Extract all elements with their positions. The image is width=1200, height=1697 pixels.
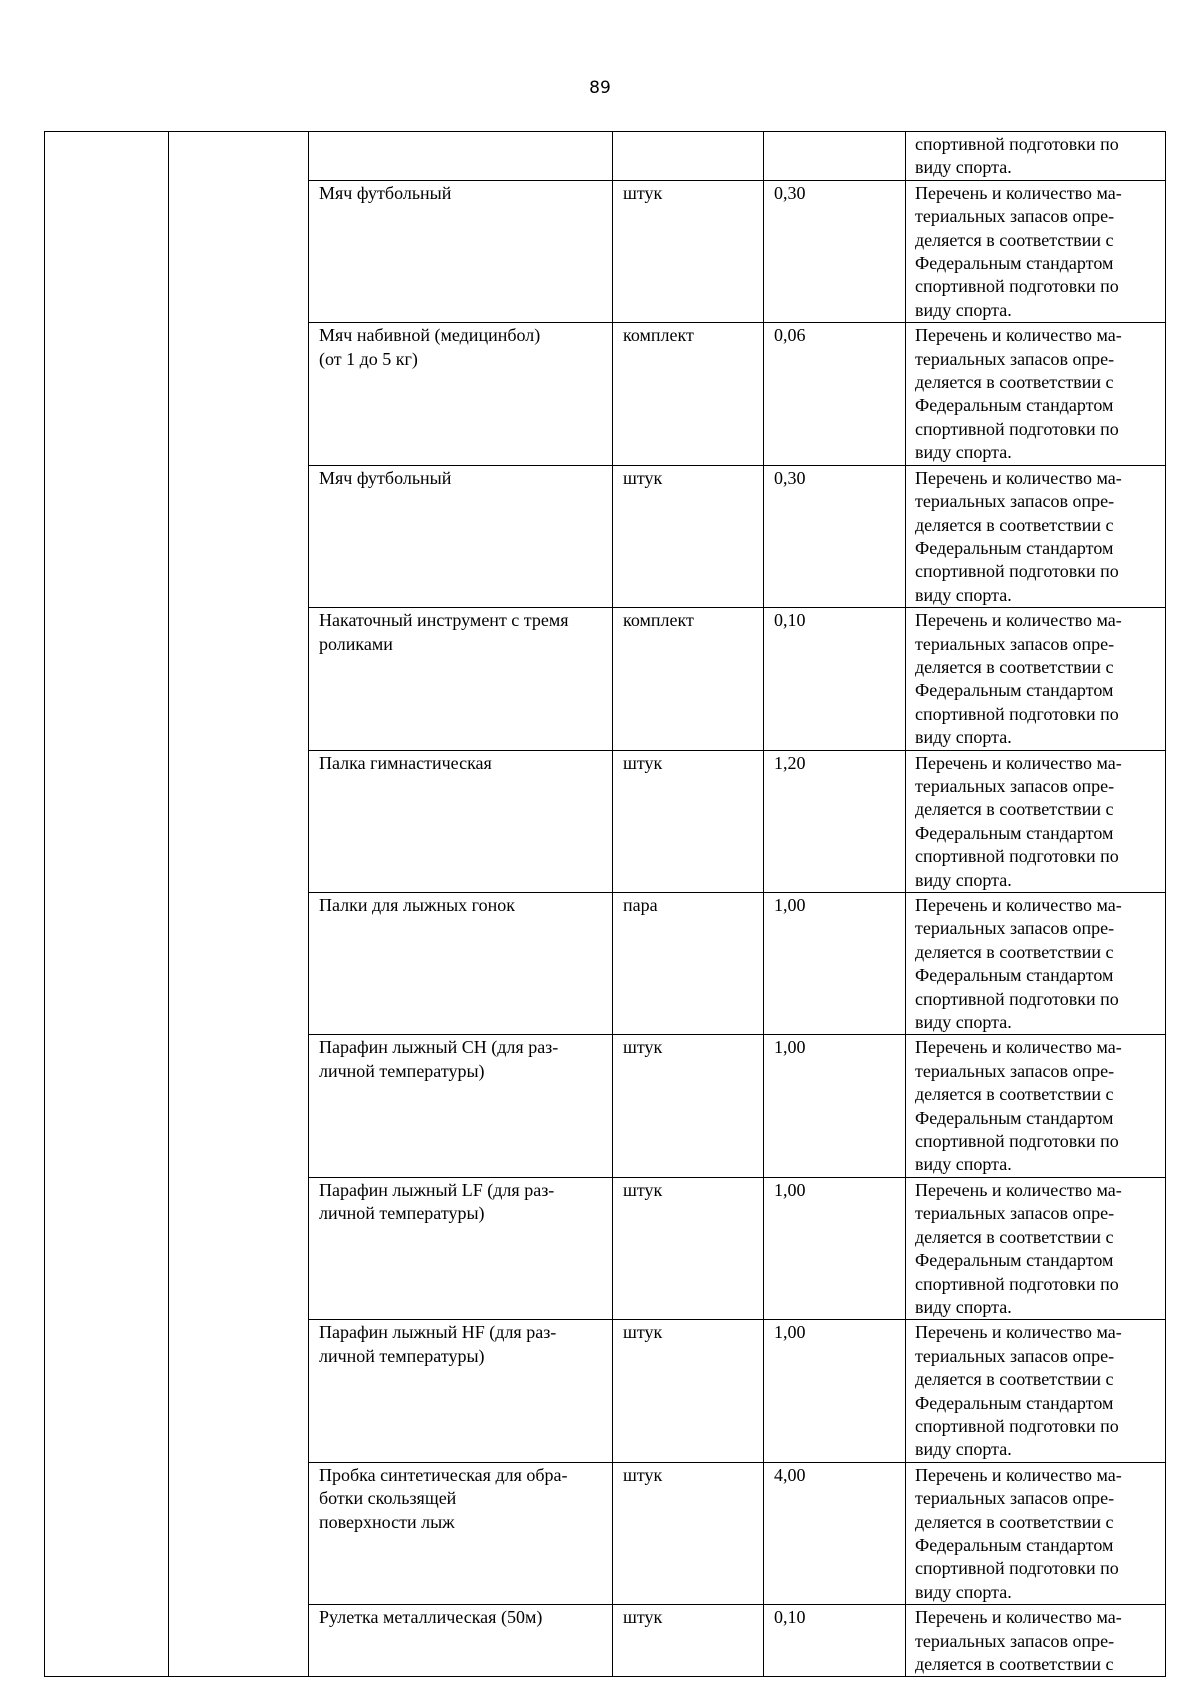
- cell-unit: штук: [613, 1462, 764, 1604]
- note-line: Перечень и количество ма-: [915, 1037, 1122, 1058]
- note-line: териальных запасов опре-: [915, 1060, 1115, 1081]
- note-line: териальных запасов опре-: [915, 918, 1115, 939]
- cell-unit: комплект: [613, 608, 764, 750]
- cell-note: [906, 323, 1166, 465]
- note-line: спортивной подготовки по: [915, 988, 1119, 1009]
- cell-quantity: 0,30: [764, 180, 906, 322]
- cell-note: [906, 1320, 1166, 1462]
- note-line: Федеральным стандартом: [915, 680, 1114, 701]
- note-line: спортивной подготовки по: [915, 276, 1119, 297]
- cell-quantity: 0,06: [764, 323, 906, 465]
- cell-quantity: 0,10: [764, 608, 906, 750]
- cell-item-name: Парафин лыжный LF (для раз- личной температуры): [309, 1177, 613, 1319]
- cell-unit: штук: [613, 1605, 764, 1677]
- note-line: деляется в соответствии с: [915, 656, 1114, 677]
- note-line: деляется в соответствии с: [915, 1084, 1114, 1105]
- note-line: спортивной подготовки по: [915, 1131, 1119, 1152]
- note-line: спортивной подготовки по: [915, 418, 1119, 439]
- note-line: Перечень и количество ма-: [915, 1179, 1122, 1200]
- note-line: териальных запасов опре-: [915, 1630, 1115, 1651]
- note-line: виду спорта.: [915, 1439, 1012, 1460]
- note-line: виду спорта.: [915, 1581, 1012, 1602]
- cell-item-name: Пробка синтетическая для обра- ботки скользящей поверхности лыж: [309, 1462, 613, 1604]
- note-line: виду спорта.: [915, 299, 1012, 320]
- cell-note: [906, 465, 1166, 607]
- note-line: спортивной подготовки по: [915, 1415, 1119, 1436]
- note-line: Федеральным стандартом: [915, 1392, 1114, 1413]
- cell-unit: комплект: [613, 323, 764, 465]
- cell-name-empty: [309, 132, 613, 181]
- note-line: Федеральным стандартом: [915, 1534, 1114, 1555]
- cell-unit: штук: [613, 1177, 764, 1319]
- note-line: Перечень и количество ма-: [915, 610, 1122, 631]
- note-line: деляется в соответствии с: [915, 1226, 1114, 1247]
- note-line: виду спорта.: [915, 727, 1012, 748]
- note-line: виду спорта.: [915, 584, 1012, 605]
- note-line: спортивной подготовки по: [915, 1273, 1119, 1294]
- cell-note: [906, 1177, 1166, 1319]
- note-line: Федеральным стандартом: [915, 537, 1114, 558]
- note-line: деляется в соответствии с: [915, 1369, 1114, 1390]
- cell-qty-empty: [764, 132, 906, 181]
- note-line: спортивной подготовки по: [915, 703, 1119, 724]
- cell-note: [906, 180, 1166, 322]
- note-line: деляется в соответствии с: [915, 229, 1114, 250]
- note-line: териальных запасов опре-: [915, 1345, 1115, 1366]
- cell-note: [906, 893, 1166, 1035]
- cell-note: [906, 1605, 1166, 1677]
- note-line: спортивной подготовки по: [915, 1558, 1119, 1579]
- note-line: деляется в соответствии с: [915, 1654, 1114, 1674]
- cell-item-name: Палки для лыжных гонок: [309, 893, 613, 1035]
- cell-unit: штук: [613, 465, 764, 607]
- note-line: деляется в соответствии с: [915, 514, 1114, 535]
- note-line: Перечень и количество ма-: [915, 467, 1122, 488]
- cell-quantity: 1,00: [764, 893, 906, 1035]
- note-line: Федеральным стандартом: [915, 1250, 1114, 1271]
- note-line: териальных запасов опре-: [915, 775, 1115, 796]
- equipment-table: [44, 131, 1166, 1677]
- cell-quantity: 0,10: [764, 1605, 906, 1677]
- note-line: деляется в соответствии с: [915, 799, 1114, 820]
- note-line: териальных запасов опре-: [915, 206, 1115, 227]
- note-line: деляется в соответствии с: [915, 941, 1114, 962]
- cell-unit: штук: [613, 1320, 764, 1462]
- note-line: Перечень и количество ма-: [915, 752, 1122, 773]
- note-line: виду спорта.: [915, 442, 1012, 463]
- cell-unit-empty: [613, 132, 764, 181]
- note-line: виду спорта.: [915, 157, 1012, 178]
- cell-quantity: 1,00: [764, 1177, 906, 1319]
- note-line: Федеральным стандартом: [915, 253, 1114, 274]
- cell-quantity: 1,20: [764, 750, 906, 892]
- table-body: [45, 132, 1166, 1677]
- note-line: Перечень и количество ма-: [915, 1322, 1122, 1343]
- cell-item-name: Мяч футбольный: [309, 180, 613, 322]
- note-line: деляется в соответствии с: [915, 1511, 1114, 1532]
- page-number: 89: [589, 78, 611, 98]
- cell-note: [906, 608, 1166, 750]
- cell-item-name: Парафин лыжный CH (для раз- личной температуры): [309, 1035, 613, 1177]
- note-line: Перечень и количество ма-: [915, 325, 1122, 346]
- note-line: териальных запасов опре-: [915, 1488, 1115, 1509]
- note-line: Перечень и количество ма-: [915, 182, 1122, 203]
- note-line: деляется в соответствии с: [915, 372, 1114, 393]
- note-line: спортивной подготовки по: [915, 561, 1119, 582]
- note-line: Федеральным стандартом: [915, 822, 1114, 843]
- note-line: Перечень и количество ма-: [915, 895, 1122, 915]
- cell-quantity: 0,30: [764, 465, 906, 607]
- table-row-continued: [45, 132, 1166, 181]
- cell-unit: штук: [613, 180, 764, 322]
- merged-empty-cell-col2: [169, 132, 309, 1677]
- note-line: Федеральным стандартом: [915, 395, 1114, 416]
- cell-item-name: Рулетка металлическая (50м): [309, 1605, 613, 1677]
- note-line: Перечень и количество ма-: [915, 1607, 1122, 1628]
- note-line: териальных запасов опре-: [915, 633, 1115, 654]
- cell-unit: штук: [613, 1035, 764, 1177]
- cell-unit: пара: [613, 893, 764, 1035]
- cell-note: [906, 1462, 1166, 1604]
- note-line: спортивной подготовки по: [915, 134, 1119, 154]
- note-line: териальных запасов опре-: [915, 348, 1115, 369]
- note-line: виду спорта.: [915, 869, 1012, 890]
- cell-item-name: Мяч футбольный: [309, 465, 613, 607]
- merged-empty-cell-col1: [45, 132, 169, 1677]
- note-line: Перечень и количество ма-: [915, 1464, 1122, 1485]
- cell-item-name: Парафин лыжный HF (для раз- личной температуры): [309, 1320, 613, 1462]
- cell-note-tail: [906, 132, 1166, 181]
- note-line: спортивной подготовки по: [915, 846, 1119, 867]
- cell-item-name: Мяч набивной (медицинбол) (от 1 до 5 кг): [309, 323, 613, 465]
- cell-note: [906, 750, 1166, 892]
- cell-item-name: Палка гимнастическая: [309, 750, 613, 892]
- cell-unit: штук: [613, 750, 764, 892]
- note-line: виду спорта.: [915, 1296, 1012, 1317]
- note-line: Федеральным стандартом: [915, 965, 1114, 986]
- note-line: виду спорта.: [915, 1012, 1012, 1033]
- note-line: териальных запасов опре-: [915, 1203, 1115, 1224]
- note-line: териальных запасов опре-: [915, 491, 1115, 512]
- cell-note: [906, 1035, 1166, 1177]
- cell-quantity: 4,00: [764, 1462, 906, 1604]
- cell-quantity: 1,00: [764, 1035, 906, 1177]
- note-line: виду спорта.: [915, 1154, 1012, 1175]
- cell-item-name: Накаточный инструмент с тремя роликами: [309, 608, 613, 750]
- note-line: Федеральным стандартом: [915, 1107, 1114, 1128]
- cell-quantity: 1,00: [764, 1320, 906, 1462]
